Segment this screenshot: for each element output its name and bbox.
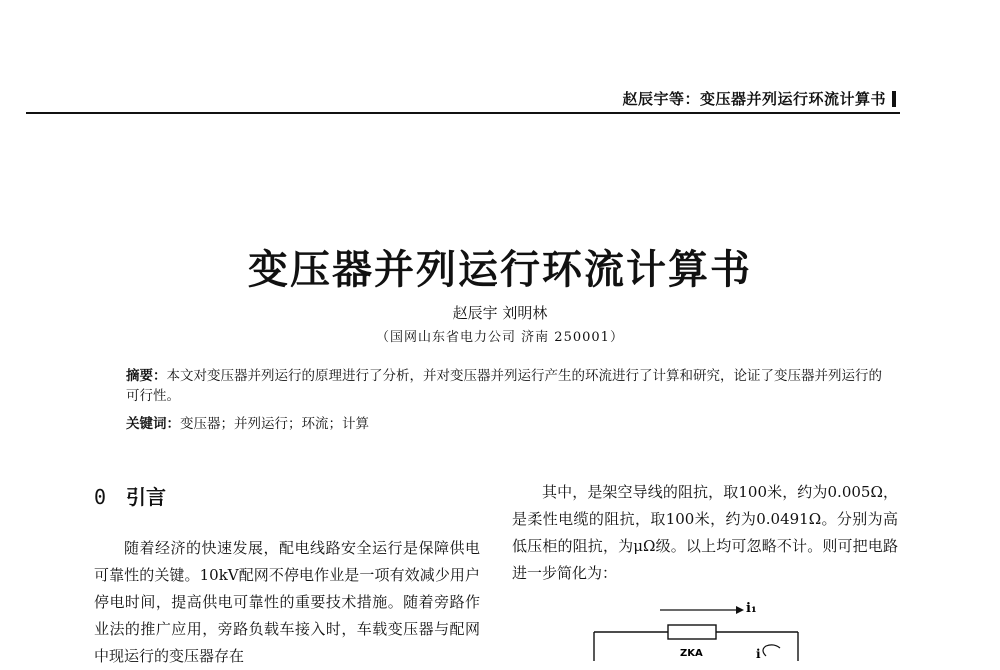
section-title: 引言 <box>126 485 167 509</box>
current-label-1: i₁ <box>746 601 757 616</box>
right-paragraph: 其中，是架空导线的阻抗，取100米，约为0.005Ω， 是柔性电缆的阻抗，取100米，约为0.0491Ω。分别为高低压柜的阻抗，为μΩ级。以上均可忽略不计。则可把电路进一步简化为： <box>512 483 898 582</box>
section-number: 0 <box>94 485 107 509</box>
keywords <box>126 414 886 434</box>
keywords-label: 关键词： <box>126 416 180 432</box>
left-column <box>94 535 480 670</box>
paper-title: 变压器并列运行环流计算书 <box>248 247 752 293</box>
abstract-label: 摘要： <box>126 368 167 384</box>
keywords-text: 变压器；并列运行；环流；计算 <box>180 416 369 432</box>
right-column <box>512 479 898 587</box>
running-head-text: 赵辰宇等：变压器并列运行环流计算书 <box>622 90 886 108</box>
abstract-text: 本文对变压器并列运行的原理进行了分析，并对变压器并列运行产生的环流进行了计算和研究，论证了变压器并列运行的可行性。 <box>126 368 882 404</box>
running-head <box>622 88 896 109</box>
running-head-bar <box>892 91 896 107</box>
header-rule <box>26 112 900 114</box>
impedance-label: ZKA <box>680 648 703 659</box>
affiliation: （国网山东省电力公司 济南 250001） <box>376 330 624 345</box>
impedance-box <box>668 625 716 639</box>
circuit-diagram <box>560 596 920 661</box>
current-label-2: i <box>756 647 761 661</box>
authors: 赵辰宇 刘明林 <box>452 304 548 322</box>
section-heading <box>94 481 166 510</box>
abstract <box>126 366 886 406</box>
current-arrow-head <box>736 606 744 614</box>
loop-current-arc <box>763 645 780 656</box>
intro-paragraph: 随着经济的快速发展，配电线路安全运行是保障供电可靠性的关键。10kV配网不停电作业是一项有效减少用户停电时间，提高供电可靠性的重要技术措施。随着旁路作业法的推广应用，旁路负载车接入时，车载变压器与配网中现运行的变压器存在 <box>94 539 480 665</box>
